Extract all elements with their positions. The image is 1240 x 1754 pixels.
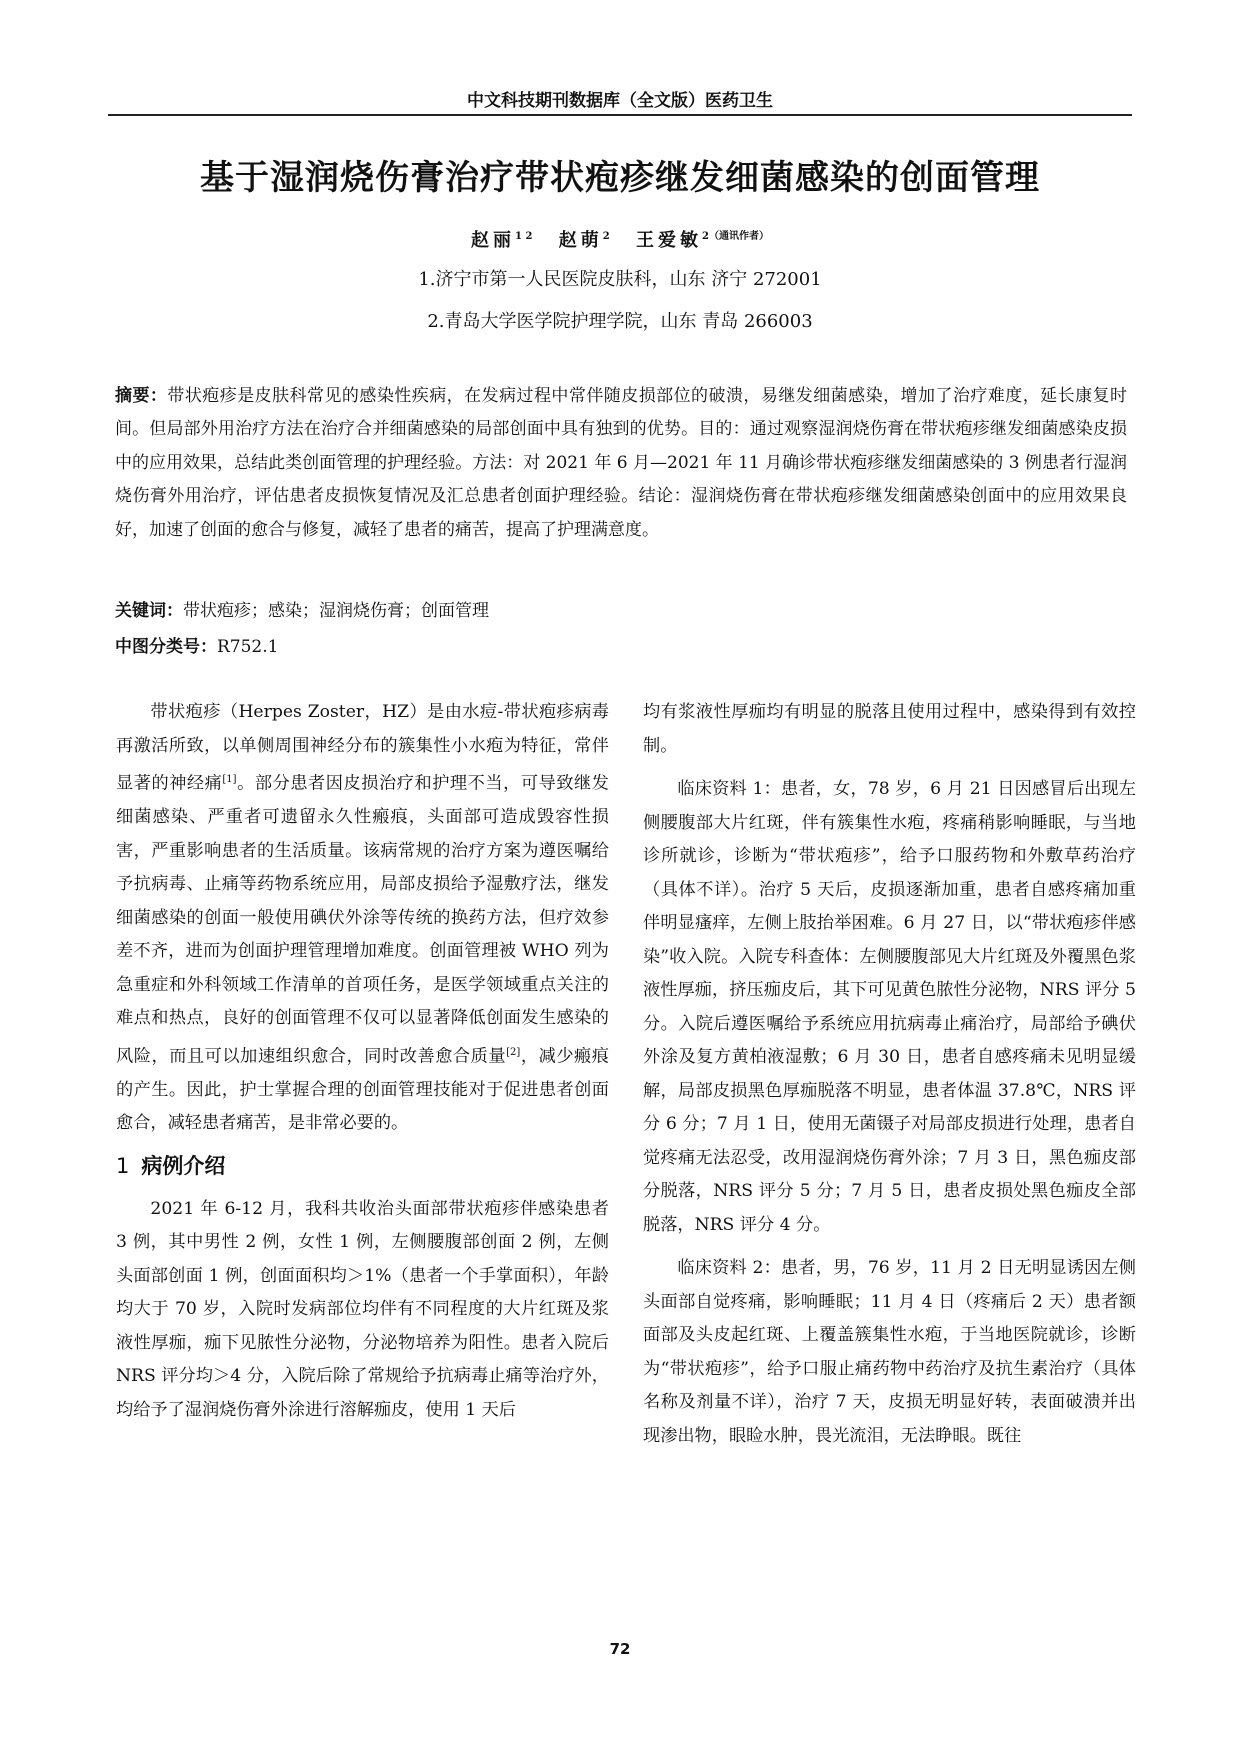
citation-ref[interactable]: [2] <box>506 1046 521 1058</box>
clc-number <box>115 632 1127 657</box>
case-paragraph: 临床资料 2：患者，男，76 岁，11 月 2 日无明显诱因左侧头面部自觉疼痛，影响睡眠；11 月 4 日（疼痛后 2 天）患者额面部及头皮起红斑、上覆盖簇集性水疱，于当地医院就诊，诊断为“带状疱疹”，给予口服止痛药物中药治疗及抗生素治疗（具体名称及剂量不详），治疗 7 天，皮损无明显好转，表面破溃并出现渗出物，眼睑水肿，畏光流泪，无法睁眼。既往 <box>643 1258 1136 1446</box>
author-list <box>108 226 1132 252</box>
abstract-text: 带状疱疹是皮肤科常见的感染性疾病，在发病过程中常伴随皮损部位的破溃，易继发细菌感染，增加了治疗难度，延长康复时间。但局部外用治疗方法在治疗合并细菌感染的局部创面中具有独到的优势。目的：通过观察湿润烧伤膏在带状疱疹继发细菌感染皮损中的应用效果，总结此类创面管理的护理经验。方法：对 2021 年 6 月—2021 年 11 月确诊带状疱疹继发细菌感染的 3 例患者行湿润烧伤膏外用治疗，评估患者皮损恢复情况及汇总患者创面护理经验。结论：湿润烧伤膏在带状疱疹继发细菌感染创面中的应用效果良好，加速了创面的愈合与修复，减轻了患者的痛苦，提高了护理满意度。 <box>115 386 1128 540</box>
left-column <box>116 696 609 1437</box>
author-name: 赵丽 <box>471 230 516 251</box>
author <box>471 230 532 251</box>
affiliation-1: 1.济宁市第一人民医院皮肤科，山东 济宁 272001 <box>418 269 822 290</box>
page-number: 72 <box>609 1640 631 1658</box>
author-affiliation-mark: 2（通讯作者） <box>701 231 769 242</box>
author-name: 赵萌 <box>558 230 603 251</box>
clc-text: R752.1 <box>217 637 279 657</box>
intro-paragraph: 带状疱疹（Herpes Zoster，HZ）是由水痘-带状疱疹病毒再激活所致，以单侧周围神经分布的簇集性小水疱为特征，常伴显著的神经痛[1]。部分患者因皮损治疗和护理不当，可导致继发细菌感染、严重者可遗留永久性瘢痕，头面部可造成毁容性损害，严重影响患者的生活质量。该病常规的治疗方案为遵医嘱给予抗病毒、止痛等药物系统应用，局部皮损给予湿敷疗法，继发细菌感染的创面一般使用碘伏外涂等传统的换药方法，但疗效参差不齐，进而为创面护理管理增加难度。创面管理被 WHO 列为急重症和外科领域工作清单的首项任务，是医学领域重点关注的难点和热点，良好的创面管理不仅可以显著降低创面发生感染的风险，而且可以加速组织愈合，同时改善愈合质量[2]，减少瘢痕的产生。因此，护士掌握合理的创面管理技能对于促进患者创面愈合，减轻患者痛苦，是非常必要的。 <box>116 702 609 1134</box>
affiliation-2: 2.青岛大学医学院护理学院，山东 青岛 266003 <box>427 311 813 332</box>
right-column <box>643 696 1136 1463</box>
citation-ref[interactable]: [1] <box>222 774 237 785</box>
abstract-label: 摘要： <box>115 386 168 406</box>
author-name: 王爱敏 <box>635 230 702 251</box>
keywords <box>115 596 1127 621</box>
clc-label: 中图分类号： <box>115 637 217 657</box>
keywords-text: 带状疱疹；感染；湿润烧伤膏；创面管理 <box>183 601 489 621</box>
keywords-label: 关键词： <box>115 601 183 621</box>
corresponding-author-note: （通讯作者） <box>708 231 769 242</box>
section-title: 病例介绍 <box>141 1153 226 1178</box>
article-title: 基于湿润烧伤膏治疗带状疱疹继发细菌感染的创面管理 <box>200 158 1040 198</box>
section-number: 1 <box>116 1153 130 1178</box>
journal-name: 中文科技期刊数据库（全文版）医药卫生 <box>467 91 773 111</box>
author-affiliation-mark: 2 <box>602 231 610 242</box>
abstract <box>115 380 1127 547</box>
continued-paragraph: 均有浆液性厚痂均有明显的脱落且使用过程中，感染得到有效控制。 <box>643 702 1136 756</box>
author-affiliation-mark: 1 2 <box>515 231 533 242</box>
case-paragraph: 临床资料 1：患者，女，78 岁，6 月 21 日因感冒后出现左侧腰腹部大片红斑，伴有簇集性水疱，疼痛稍影响睡眠，与当地诊所就诊，诊断为“带状疱疹”，给予口服药物和外敷草药治疗（具体不详）。治疗 5 天后，皮损逐渐加重，患者自感疼痛加重伴明显瘙痒，左侧上肢抬举困难。6 月 27 日，以“带状疱疹伴感染”收入院。入院专科查体：左侧腰腹部见大片红斑及外覆黑色浆液性厚痂，挤压痂皮后，其下可见黄色脓性分泌物，NRS 评分 5 分。入院后遵医嘱给予系统应用抗病毒止痛治疗，局部给予碘伏外涂及复方黄柏液湿敷；6 月 30 日，患者自感疼痛未见明显缓解，局部皮损黑色厚痂脱落不明显，患者体温 37.8℃，NRS 评分 6 分；7 月 1 日，使用无菌镊子对局部皮损进行处理，患者自觉疼痛无法忍受，改用湿润烧伤膏外涂；7 月 3 日，黑色痂皮部分脱落，NRS 评分 5 分；7 月 5 日，患者皮损处黑色痂皮全部脱落，NRS 评分 4 分。 <box>643 779 1136 1235</box>
author <box>636 230 769 251</box>
section-heading <box>116 1151 609 1181</box>
section-paragraph: 2021 年 6-12 月，我科共收治头面部带状疱疹伴感染患者 3 例，其中男性 2 例，女性 1 例，左侧腰腹部创面 2 例，左侧头面部创面 1 例，创面面积均＞1%（患者一个手掌面积），年龄均大于 70 岁，入院时发病部位均伴有不同程度的大片红斑及浆液性厚痂，痂下见脓性分泌物，分泌物培养为阳性。患者入院后 NRS 评分均＞4 分，入院后除了常规给予抗病毒止痛等治疗外，均给予了湿润烧伤膏外涂进行溶解痂皮，使用 1 天后 <box>116 1198 609 1420</box>
author <box>559 230 610 251</box>
page-header <box>108 80 1132 116</box>
